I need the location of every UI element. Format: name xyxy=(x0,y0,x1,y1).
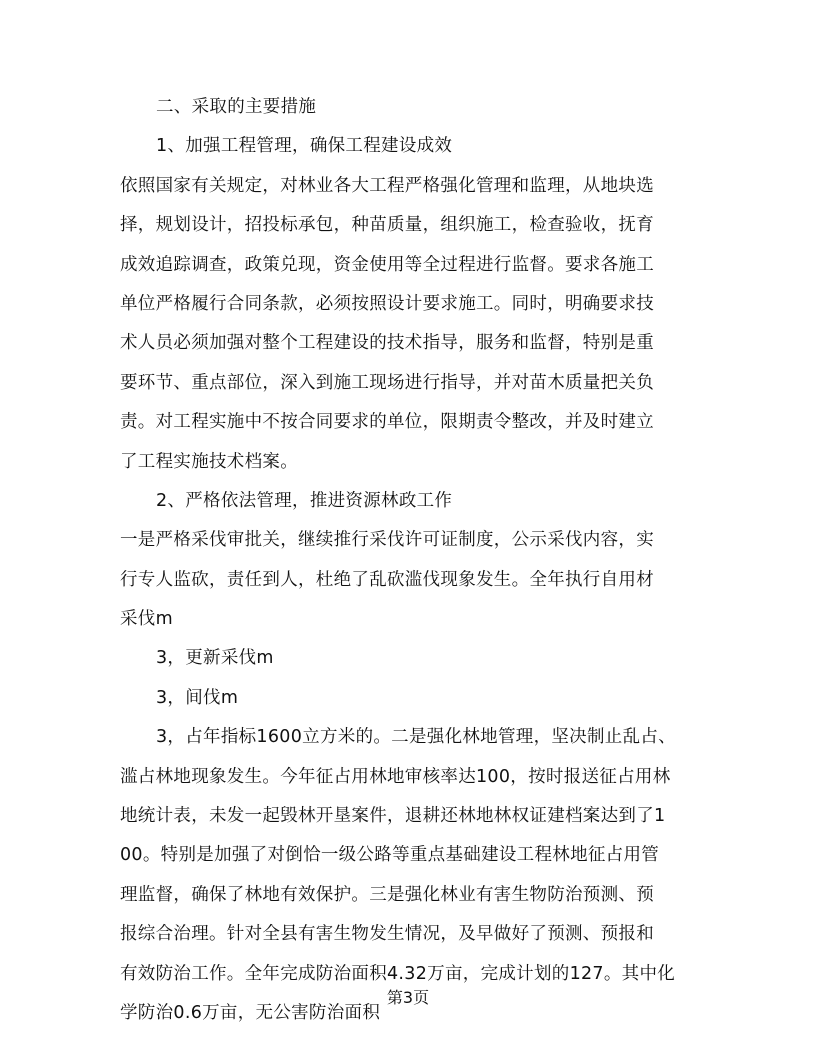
paragraph-line: 学防治0.6万亩，无公害防治面积 xyxy=(120,1002,381,1023)
paragraph-line: 单位严格履行合同条款，必须按照设计要求施工。同时，明确要求技 xyxy=(120,293,654,314)
document-body xyxy=(120,88,700,1033)
paragraph-line: 要环节、重点部位，深入到施工现场进行指导，并对苗木质量把关负 xyxy=(120,372,654,393)
paragraph-line: 滥占林地现象发生。今年征占用林地审核率达100，按时报送征占用林 xyxy=(120,766,671,787)
paragraph-line: 00。特别是加强了对倒恰一级公路等重点基础建设工程林地征占用管 xyxy=(120,845,660,866)
paragraph-line: 3，间伐m xyxy=(156,687,239,708)
paragraph-line: 采伐m xyxy=(120,609,173,630)
paragraph-line: 报综合治理。针对全县有害生物发生情况，及早做好了预测、预报和 xyxy=(120,924,654,945)
paragraph-line: 责。对工程实施中不按合同要求的单位，限期责令整改，并及时建立 xyxy=(120,412,654,433)
subsection-heading: 2、严格依法管理，推进资源林政工作 xyxy=(156,490,453,511)
paragraph-line: 成效追踪调查，政策兑现，资金使用等全过程进行监督。要求各施工 xyxy=(120,254,654,275)
paragraph-line: 行专人监砍，责任到人，杜绝了乱砍滥伐现象发生。全年执行自用材 xyxy=(120,569,654,590)
paragraph-line: 有效防治工作。全年完成防治面积4.32万亩，完成计划的127。其中化 xyxy=(120,963,676,984)
paragraph-line: 依照国家有关规定，对林业各大工程严格强化管理和监理，从地块选 xyxy=(120,175,654,196)
paragraph-line: 理监督，确保了林地有效保护。三是强化林业有害生物防治预测、预 xyxy=(120,884,654,905)
paragraph-line: 一是严格采伐审批关，继续推行采伐许可证制度，公示采伐内容，实 xyxy=(120,530,654,551)
paragraph-line: 3，更新采伐m xyxy=(156,648,274,669)
paragraph-line: 术人员必须加强对整个工程建设的技术指导，服务和监督，特别是重 xyxy=(120,333,654,354)
section-heading: 二、采取的主要措施 xyxy=(156,97,317,117)
subsection-heading: 1、加强工程管理，确保工程建设成效 xyxy=(156,136,453,157)
paragraph-line: 地统计表，未发一起毁林开垦案件，退耕还林地林权证建档案达到了1 xyxy=(120,806,666,827)
paragraph-line: 3，占年指标1600立方米的。二是强化林地管理，坚决制止乱占、 xyxy=(156,727,676,748)
page-number: 第3页 xyxy=(386,988,430,1007)
paragraph-line: 择，规划设计，招投标承包，种苗质量，组织施工，检查验收，抚育 xyxy=(120,215,654,236)
paragraph-line: 了工程实施技术档案。 xyxy=(120,451,298,472)
